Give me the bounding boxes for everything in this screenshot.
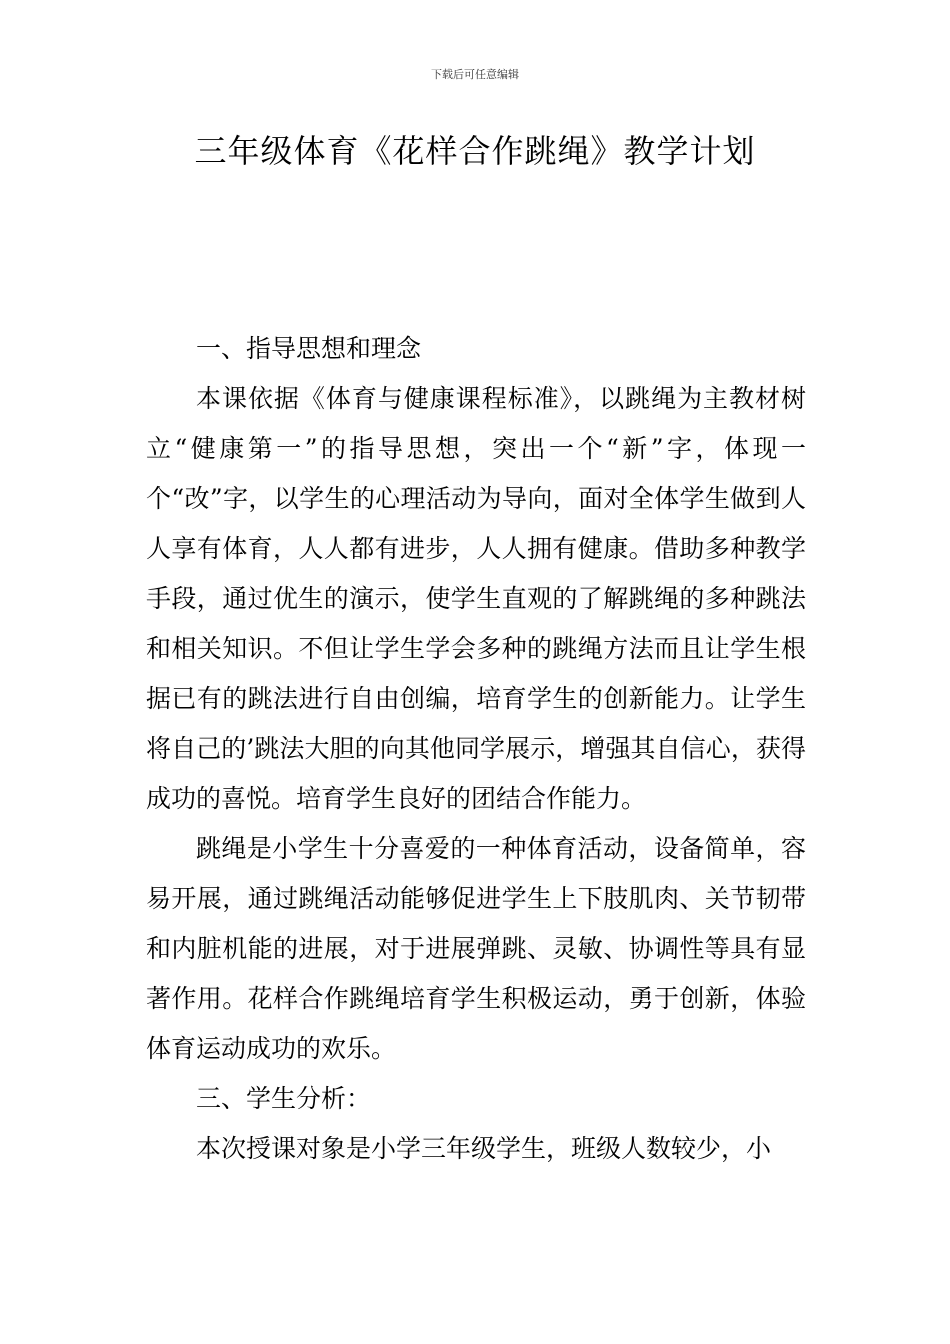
document-title: 三年级体育《花样合作跳绳》教学计划 — [194, 132, 756, 170]
paragraph-student-analysis: 本次授课对象是小学三年级学生，班级人数较少，小 — [196, 1134, 772, 1163]
paragraph-guiding-ideas: 本课依据《体育与健康课程标准》，以跳绳为主教材树立“健康第一”的指导思想，突出一个“新”字，体现一个“改”字，以学生的心理活动为导向，面对全体学生做到人人享有体育，人人都有进步，人人拥有健康。借助多种教学手段，通过优生的演示，使学生直观的了解跳绳的多种跳法和相关知识。不但让学生学会多种的跳绳方法而且让学生根据已有的跳法进行自由创编，培育学生的创新能力。让学生将自己的’跳法大胆的向其他同学展示，增强其自信心，获得成功的喜悦。培育学生良好的团结合作能力。 — [146, 384, 806, 813]
section-heading-guiding-ideas: 一、指导思想和理念 — [196, 334, 422, 363]
document-body — [146, 324, 806, 1174]
paragraph-rope-skipping: 跳绳是小学生十分喜爱的一种体育活动，设备简单，容易开展，通过跳绳活动能够促进学生上下肢肌肉、关节韧带和内脏机能的进展，对于进展弹跳、灵敏、协调性等具有显著作用。花样合作跳绳培育学生积极运动，勇于创新，体验体育运动成功的欢乐。 — [146, 834, 806, 1063]
header-note: 下载后可任意编辑 — [431, 68, 519, 81]
section-heading-student-analysis: 三、学生分析： — [196, 1084, 372, 1113]
